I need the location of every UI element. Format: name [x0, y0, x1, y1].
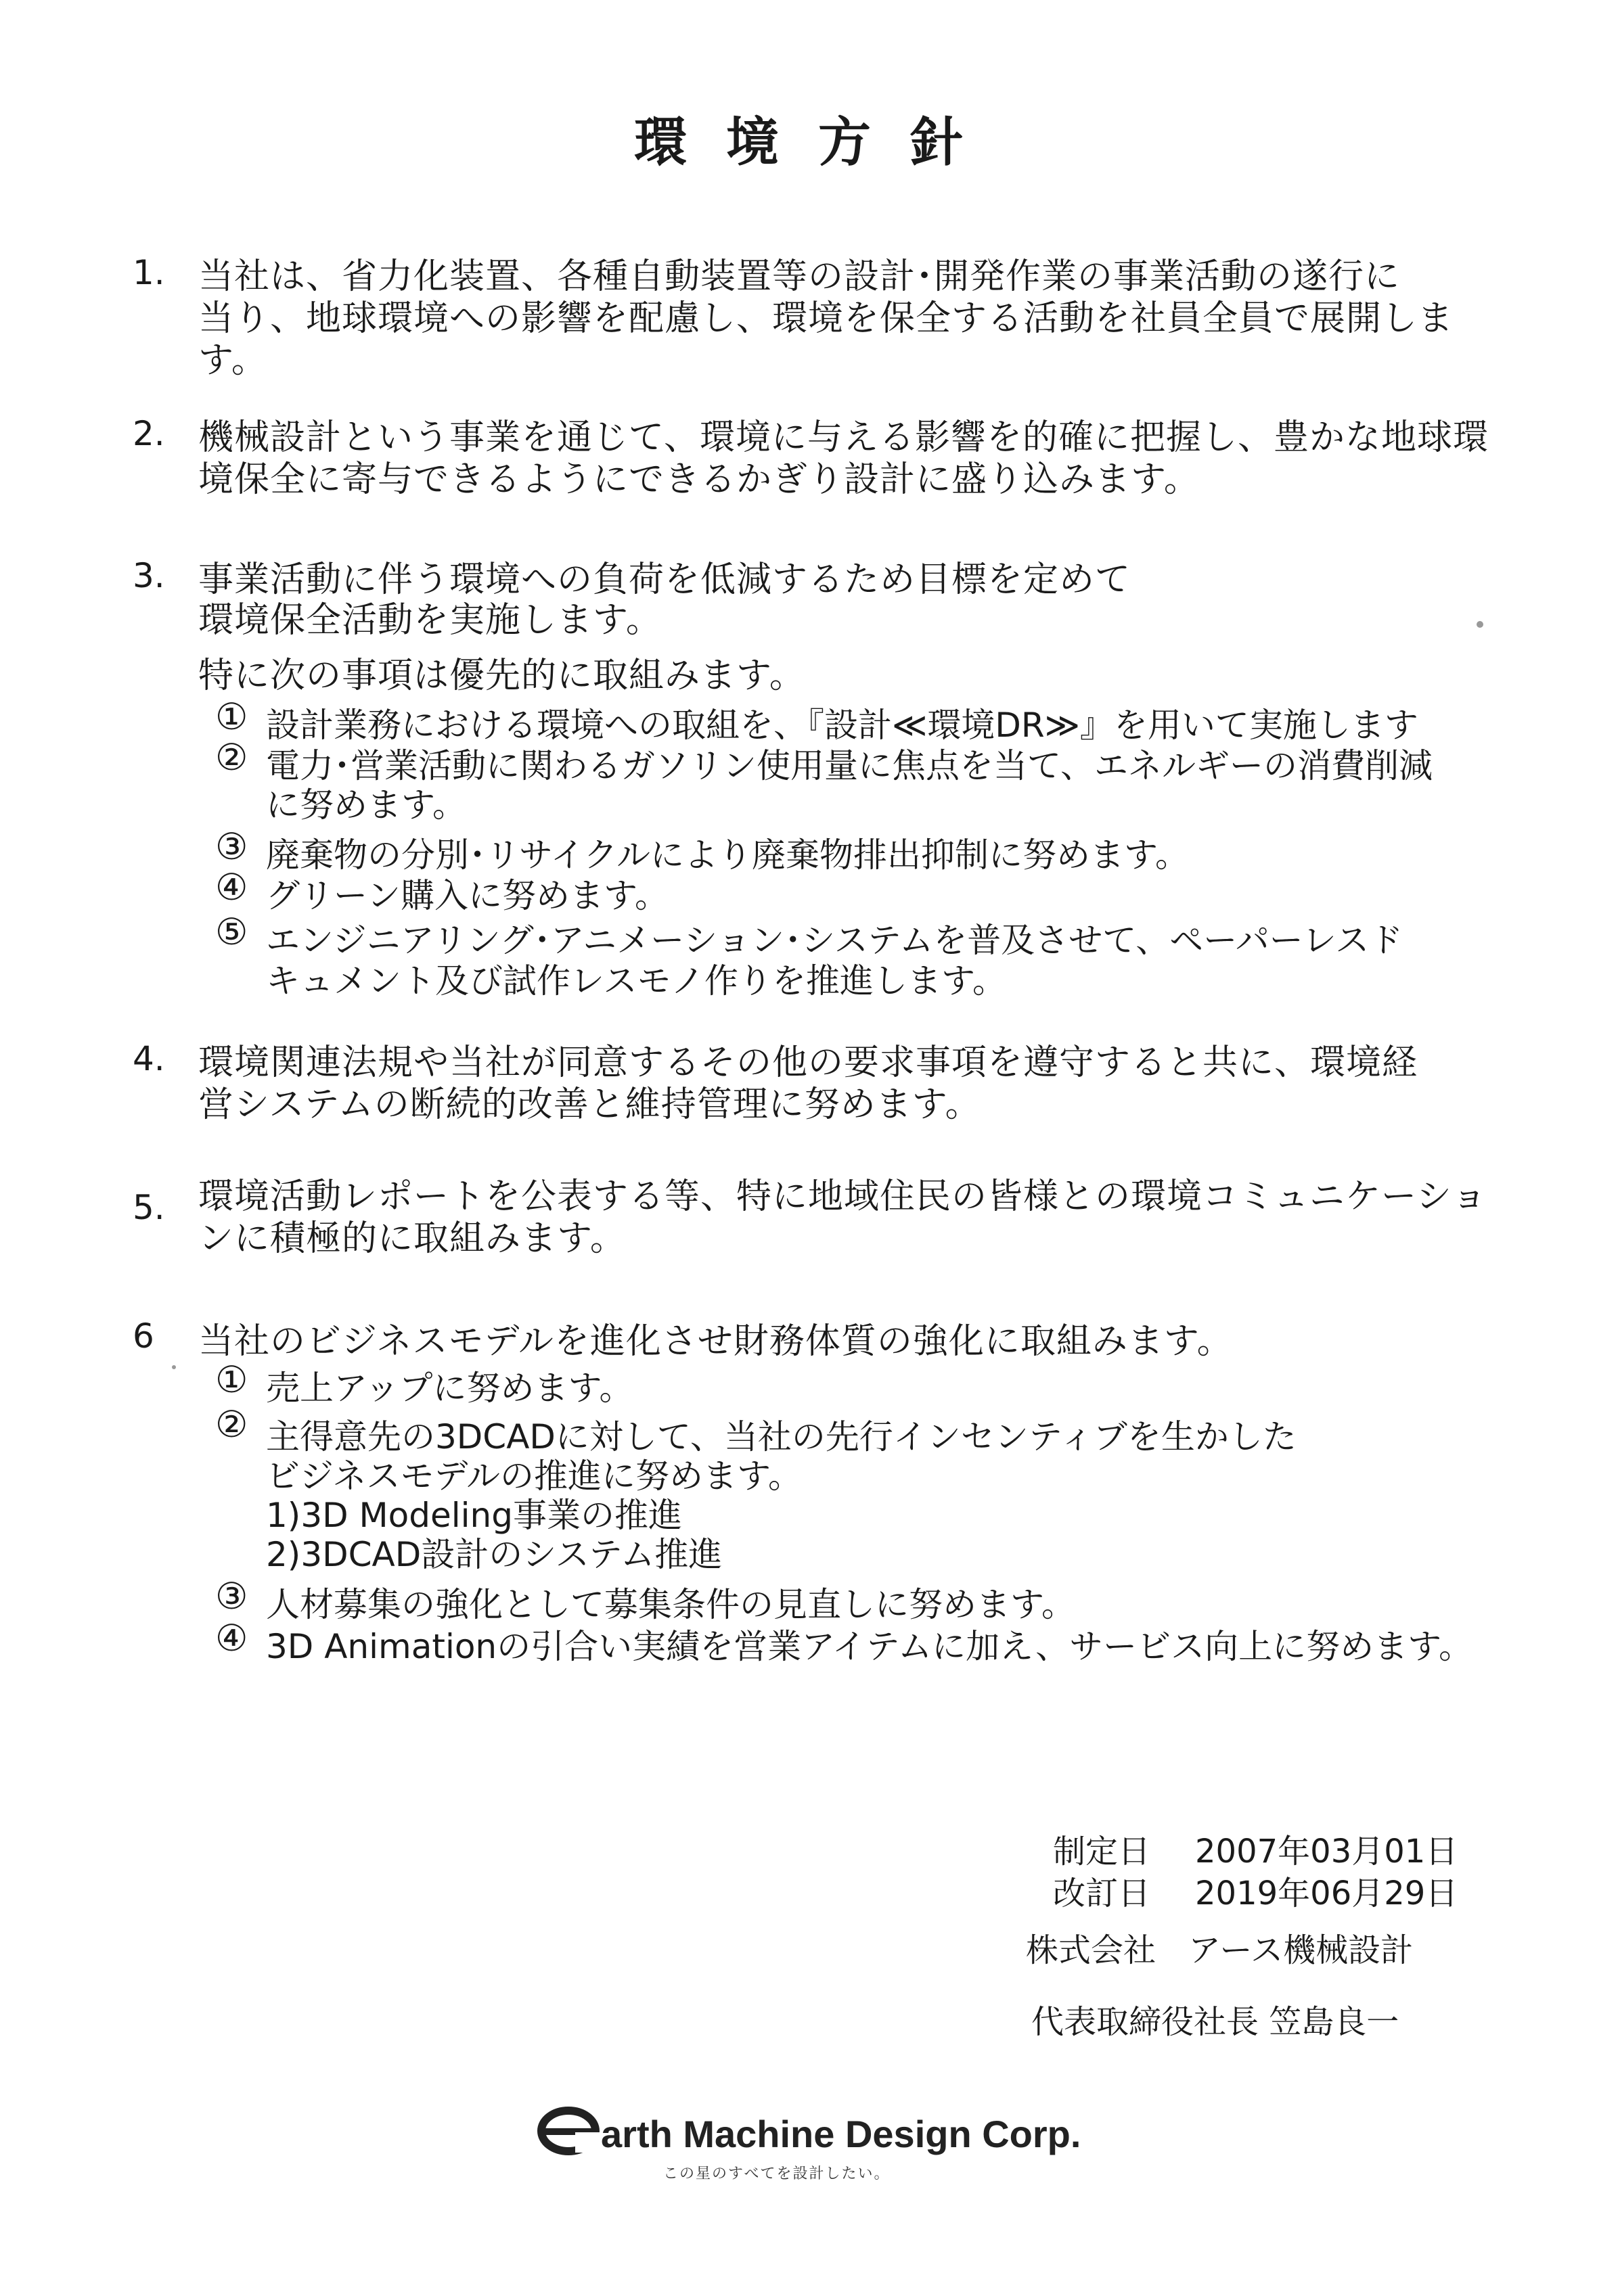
page-title: 環境方針: [633, 112, 1002, 173]
item-6-sub-3-mark: ③: [215, 1575, 248, 1617]
item-4-line-1: 環境関連法規や当社が同意するその他の要求事項を遵守すると共に、環境経: [198, 1042, 1418, 1083]
item-number-4: 4.: [133, 1039, 165, 1078]
item-4-line-2: 営システムの断続的改善と維持管理に努めます。: [198, 1084, 981, 1125]
item-3-sub-2-mark: ②: [215, 736, 248, 779]
item-3-line-1: 事業活動に伴う環境への負荷を低減するため目標を定めて: [198, 559, 1131, 600]
item-3-sub-2-line-2: に努めます。: [266, 785, 466, 825]
item-6-sub-2-line-4: 2)3DCAD設計のシステム推進: [266, 1535, 723, 1574]
scan-speck: [172, 1365, 176, 1369]
item-3-sub-3-line-1: 廃棄物の分別･リサイクルにより廃棄物排出抑制に努めます。: [266, 835, 1189, 875]
item-6-sub-3-line-1: 人材募集の強化として募集条件の見直しに努めます。: [266, 1585, 1075, 1624]
item-number-1: 1.: [133, 253, 165, 292]
item-6-sub-2-mark: ②: [215, 1403, 248, 1446]
item-2-line-1: 機械設計という事業を通じて、環境に与える影響を的確に把握し、豊かな地球環: [198, 417, 1489, 458]
item-3-intro: 特に次の事項は優先的に取組みます。: [198, 656, 805, 696]
item-number-3: 3.: [133, 556, 165, 595]
item-3-sub-4-mark: ④: [215, 866, 248, 909]
logo-wordmark: arth Machine Design Corp.: [601, 2113, 1081, 2155]
item-3-sub-5-mark: ⑤: [215, 911, 248, 953]
item-3-sub-5-line-2: キュメント及び試作レスモノ作りを推進します。: [266, 961, 1006, 1001]
revised-date: 2019年06月29日: [1195, 1875, 1458, 1912]
item-2-line-2: 境保全に寄与できるようにできるかぎり設計に盛り込みます。: [198, 459, 1200, 500]
company-name: 株式会社 アース機械設計: [1026, 1931, 1414, 1969]
item-6-sub-2-line-1: 主得意先の3DCADに対して、当社の先行インセンティブを生かした: [266, 1417, 1297, 1456]
established-date: 2007年03月01日: [1195, 1833, 1458, 1870]
item-1-line-1: 当社は、省力化装置、各種自動装置等の設計･開発作業の事業活動の遂行に: [198, 256, 1401, 297]
item-6-sub-4-mark: ④: [215, 1617, 248, 1659]
logo-tagline: この星のすべてを設計したい。: [663, 2165, 891, 2182]
representative-name: 代表取締役社長 笠島良一: [1031, 2003, 1399, 2041]
item-3-sub-1-line-1: 設計業務における環境への取組を、『設計≪環境DR≫』を用いて実施します: [266, 706, 1418, 745]
item-1-line-2: 当り、地球環境への影響を配慮し、環境を保全する活動を社員全員で展開しま: [198, 298, 1454, 339]
item-6-sub-1-line-1: 売上アップに努めます。: [266, 1369, 633, 1408]
item-6-sub-2-line-3: 1)3D Modeling事業の推進: [266, 1496, 682, 1535]
item-3-sub-4-line-1: グリーン購入に努めます。: [266, 876, 669, 915]
item-1-line-3: す。: [198, 340, 267, 381]
item-6-line-1: 当社のビジネスモデルを進化させ財務体質の強化に取組みます。: [198, 1321, 1233, 1362]
item-number-5: 5.: [133, 1188, 165, 1227]
item-5-line-1: 環境活動レポートを公表する等、特に地域住民の皆様との環境コミュニケーショ: [198, 1176, 1487, 1217]
earth-e-icon: [535, 2096, 602, 2163]
item-3-sub-3-mark: ③: [215, 825, 248, 868]
item-3-sub-5-line-1: エンジニアリング･アニメーション･システムを普及させて、ペーパーレスド: [266, 921, 1403, 960]
item-5-line-2: ンに積極的に取組みます。: [198, 1218, 626, 1259]
revised-label: 改訂日: [1053, 1875, 1151, 1912]
item-3-line-2: 環境保全活動を実施します。: [198, 600, 662, 641]
item-3-sub-1-mark: ①: [215, 695, 248, 738]
item-3-sub-2-line-1: 電力･営業活動に関わるガソリン使用量に焦点を当て、エネルギーの消費削減: [266, 746, 1433, 785]
item-number-6: 6: [133, 1316, 154, 1356]
item-6-sub-2-line-2: ビジネスモデルの推進に努めます。: [266, 1456, 802, 1496]
established-label: 制定日: [1053, 1833, 1151, 1870]
item-6-sub-1-mark: ①: [215, 1358, 248, 1401]
item-number-2: 2.: [133, 414, 165, 453]
item-6-sub-4-line-1: 3D Animationの引合い実績を営業アイテムに加え、サービス向上に努めます。: [266, 1627, 1473, 1666]
scan-speck: [1477, 621, 1483, 628]
